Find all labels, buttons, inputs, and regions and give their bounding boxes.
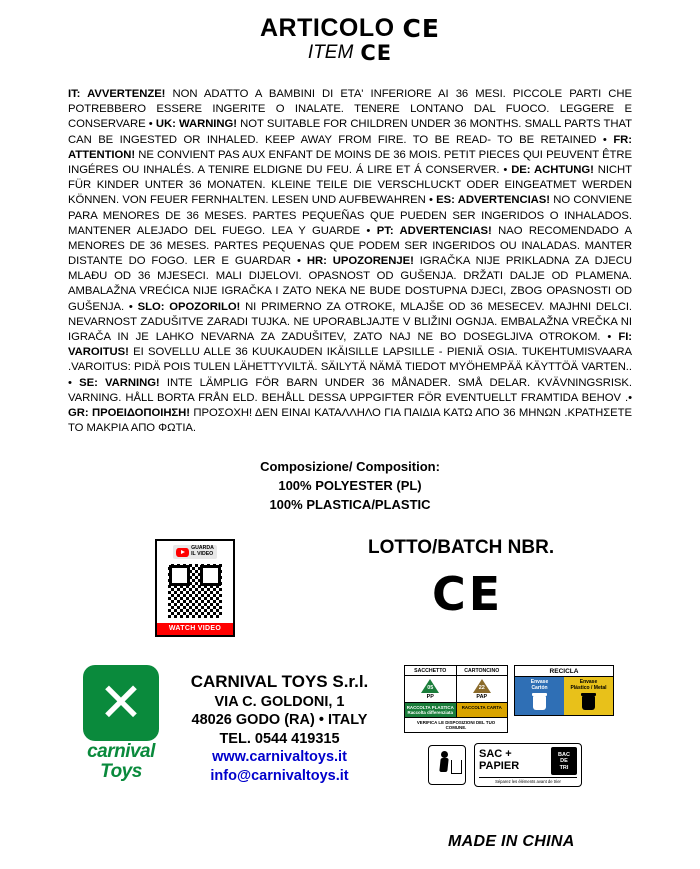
clover-badge-icon	[83, 665, 159, 741]
play-icon	[176, 548, 189, 557]
recycling-bin-yellow-icon	[580, 693, 597, 711]
recycling-symbols	[404, 665, 624, 787]
recycle-triangle-paper-icon: 22	[473, 679, 491, 693]
recicla-right-line1: Envase	[579, 678, 598, 685]
triman-foot-left: RACCOLTA PLASTICA Raccolta differenziata	[405, 703, 457, 717]
triman-header-left: SACCHETTO	[405, 666, 457, 676]
qr-code-icon[interactable]	[168, 564, 222, 618]
recicla-right-line2: Plástico / Metal	[570, 684, 607, 691]
sac-footnote: Séparez les éléments avant de trier	[479, 777, 577, 784]
mid-section	[0, 515, 700, 665]
bac-line-2: DE	[560, 758, 568, 765]
composition-line-1: 100% POLYESTER (PL)	[278, 478, 422, 494]
triman-material-left: PP	[426, 693, 434, 700]
composition-heading: Composizione/ Composition:	[260, 459, 440, 475]
recicla-cell-plastic	[564, 677, 613, 715]
recicla-cell-carton	[515, 677, 564, 715]
header	[0, 0, 700, 65]
logo-word-2: Toys	[100, 760, 142, 782]
ce-mark-large-icon: CE	[432, 566, 504, 621]
triman-headers	[405, 666, 507, 676]
header-title-it-row	[0, 14, 700, 43]
watch-video-badge[interactable]	[155, 539, 235, 637]
sac-line-2: PAPIER	[479, 759, 520, 772]
company-city: 48026 GODO (RA) • ITALY	[191, 712, 368, 729]
recycling-row-top	[404, 665, 624, 733]
sac-papier-box	[474, 743, 582, 787]
video-badge-label: GUARDA IL VIDEO	[191, 545, 214, 558]
page-title-en: ITEM	[307, 42, 354, 63]
watch-video-label: WATCH VIDEO	[157, 623, 233, 635]
made-in-label: MADE IN CHINA	[448, 832, 575, 850]
company-details	[172, 671, 387, 785]
triman-cell-right	[457, 676, 508, 703]
triman-recycling-box	[404, 665, 508, 733]
composition-block	[0, 458, 700, 515]
triman-body	[405, 676, 507, 703]
company-website[interactable]: www.carnivaltoys.it	[212, 749, 347, 766]
company-tel: TEL. 0544 419315	[219, 730, 340, 747]
company-address: VIA C. GOLDONI, 1	[214, 693, 345, 710]
bac-line-3: TRI	[559, 764, 569, 771]
recycling-row-bottom	[428, 743, 624, 787]
lotto-batch-label: LOTTO/BATCH NBR.	[368, 536, 555, 558]
composition-line-2: 100% PLASTICA/PLASTIC	[269, 497, 431, 512]
recicla-box	[514, 665, 614, 716]
recycle-triangle-icon: 05	[421, 679, 439, 693]
video-badge-top	[157, 541, 233, 623]
recicla-left-line1: Envase	[530, 678, 549, 685]
triman-material-right: PAP	[476, 693, 488, 700]
sac-row	[479, 747, 577, 775]
sac-line-1: SAC +	[479, 748, 512, 761]
youtube-icon	[173, 545, 217, 559]
tidyman-bin-icon	[451, 760, 462, 774]
bottom-section	[0, 665, 700, 860]
recicla-left-line2: Cartón	[531, 684, 548, 691]
triman-cell-left	[405, 676, 457, 703]
logo-word-1: carnival	[87, 740, 155, 762]
ce-mark-icon: CE	[402, 14, 440, 43]
bac-de-tri-icon	[551, 747, 577, 775]
header-title-en-row	[0, 41, 700, 65]
triman-header-right: CARTONCINO	[457, 666, 508, 676]
recycling-bin-icon	[531, 693, 548, 711]
ce-mark-icon-small: CE	[360, 41, 393, 65]
company-email[interactable]: info@carnivaltoys.it	[210, 767, 349, 784]
company-name: CARNIVAL TOYS S.r.l.	[190, 671, 369, 691]
tidyman-body-icon	[439, 758, 448, 772]
triman-footers	[405, 703, 507, 717]
warnings-text: IT: AVVERTENZE! NON ADATTO A BAMBINI DI ETA' INFERIORE AI 36 MESI. PICCOLE PARTI CHE POTREBBERO ESSERE INGERITE O INALATE. TENERE LONTANO DAL FUOCO. LEGGERE E CONSERVARE • UK: WARNING! NOT SUITABLE FOR CHILDREN UNDER 36 MONTHS. SMALL PARTS THAT CAN BE INGESTED OR INHALED. KEEP AWAY FROM FIRE. TO BE READ- TO BE RETAINED • FR: ATTENTION! NE CONVIENT PAS AUX ENFANT DE MOINS DE 36 MOIS. PETIT PIECES QUI PEUVENT ÊTRE INGÉRES OU INHALÉS. A TENIRE ELDIGNE DU FEU. Á LIRE ET Á CONSERVER. • DE: ACHTUNG! NICHT FÜR KINDER UNTER 36 MONATEN. KLEINE TEILE DIE VERSCHLUCKT ODER EINGEATMET WERDEN KÖNNEN. VON FEUER FERNHALTEN. LESEN UND AUFBEWAHREN • ES: ADVERTENCIAS! NO CONVIENE PARA MENORES DE 36 MESES. PARTES PEQUEÑAS QUE PUEDEN SER INGERIDOS O INHALADOS. MANTENER ALEJADO DEL FUEGO. LEA Y GUARDE • PT: ADVERTENCIAS! NAO RECOMENDADO A MENORES DE 36 MESES. PARTES PEQUENAS QUE PODEM SER INGERIDOS OU INALADAS. MANTER DISTANTE DO FOGO. LER E GUARDAR • HR: UPOZORENJE! IGRAČKA NIJE PRIKLADNA ZA DJECU MLAĐU OD 36 MJESECI. MALI DIJELOVI. OPASNOST OD GUŠENJA. DRŽATI DALJE OD PLAMENA. AMBALAŽNA VREĆICA NIJE IGRAČKA I ZATO NEKA NE BUDE DOSTUPNA DJECI, ZBOG OPASNOSTI OD GUŠENJA. • SLO: OPOZORILO! NI PRIMERNO ZA OTROKE, MLAJŠE OD 36 MESECEV. MAJHNI DELCI. NEVARNOST ZADUŠITVE ZARADI TUJKA. NE UPORABLJAJTE V BLIŽINI OGNJA. EMBALAŽNA VREČKA NI IGRAČA IN JE LAHKO NEVARNA ZA ZADUŠITEV, ZATO NAJ NE BO DOSEGLJIVA OTROKOM. • FI: VAROITUS! EI SOVELLU ALLE 36 KUUKAUDEN IKÄISILLE LAPSILLE - PIENIÄ OSIA. TUKEHTUMISVAARA .VAROITUS: PIDÄ POIS TULEN LÄHETTYVILTÄ. SÄILYTÄ NÄMÄ TIEDOT MYÖHEMPÄÄ KÄYTTÖÄ VARTEN.. • SE: VARNING! INTE LÄMPLIG FÖR BARN UNDER 36 MÅNADER. SMÅ DELAR. KVÄVNINGSRISK. VARNING. HÅLL BORTA FRÅN ELD. BEHÅLL DESSA UPPGIFTER FÖR EVENTUELLT FRAMTIDA BEHOV .• GR: ΠΡΟΕΙΔΟΠΟΙΗΣΗ! ΠΡΟΣΟΧΗ! ΔΕΝ ΕΙΝΑΙ ΚΑΤΑΛΛΗΛΟ ΓΙΑ ΠΑΙΔΙΑ ΚΑΤΩ ΑΠΟ 36 ΜΗΝΩΝ .ΚΡΑΤΗΣΕΤΕ ΤΟ ΜΑΚΡΙΑ ΑΠΟ ΦΩΤΙΑ.	[68, 88, 632, 435]
page-title-it: ARTICOLO	[260, 14, 395, 42]
recicla-title: RECICLA	[515, 666, 613, 677]
carnival-toys-logo	[78, 665, 164, 781]
triman-note: VERIFICA LE DISPOSIZIONI DEL TUO COMUNE.	[405, 717, 507, 732]
tidyman-icon	[428, 745, 466, 785]
recicla-body	[515, 677, 613, 715]
tidyman-head-icon	[441, 751, 448, 758]
bac-line-1: BAC	[558, 751, 570, 758]
sac-text	[479, 749, 519, 772]
triman-foot-right: RACCOLTA CARTA	[457, 703, 508, 717]
x-glyph-icon: ✕	[98, 670, 144, 734]
